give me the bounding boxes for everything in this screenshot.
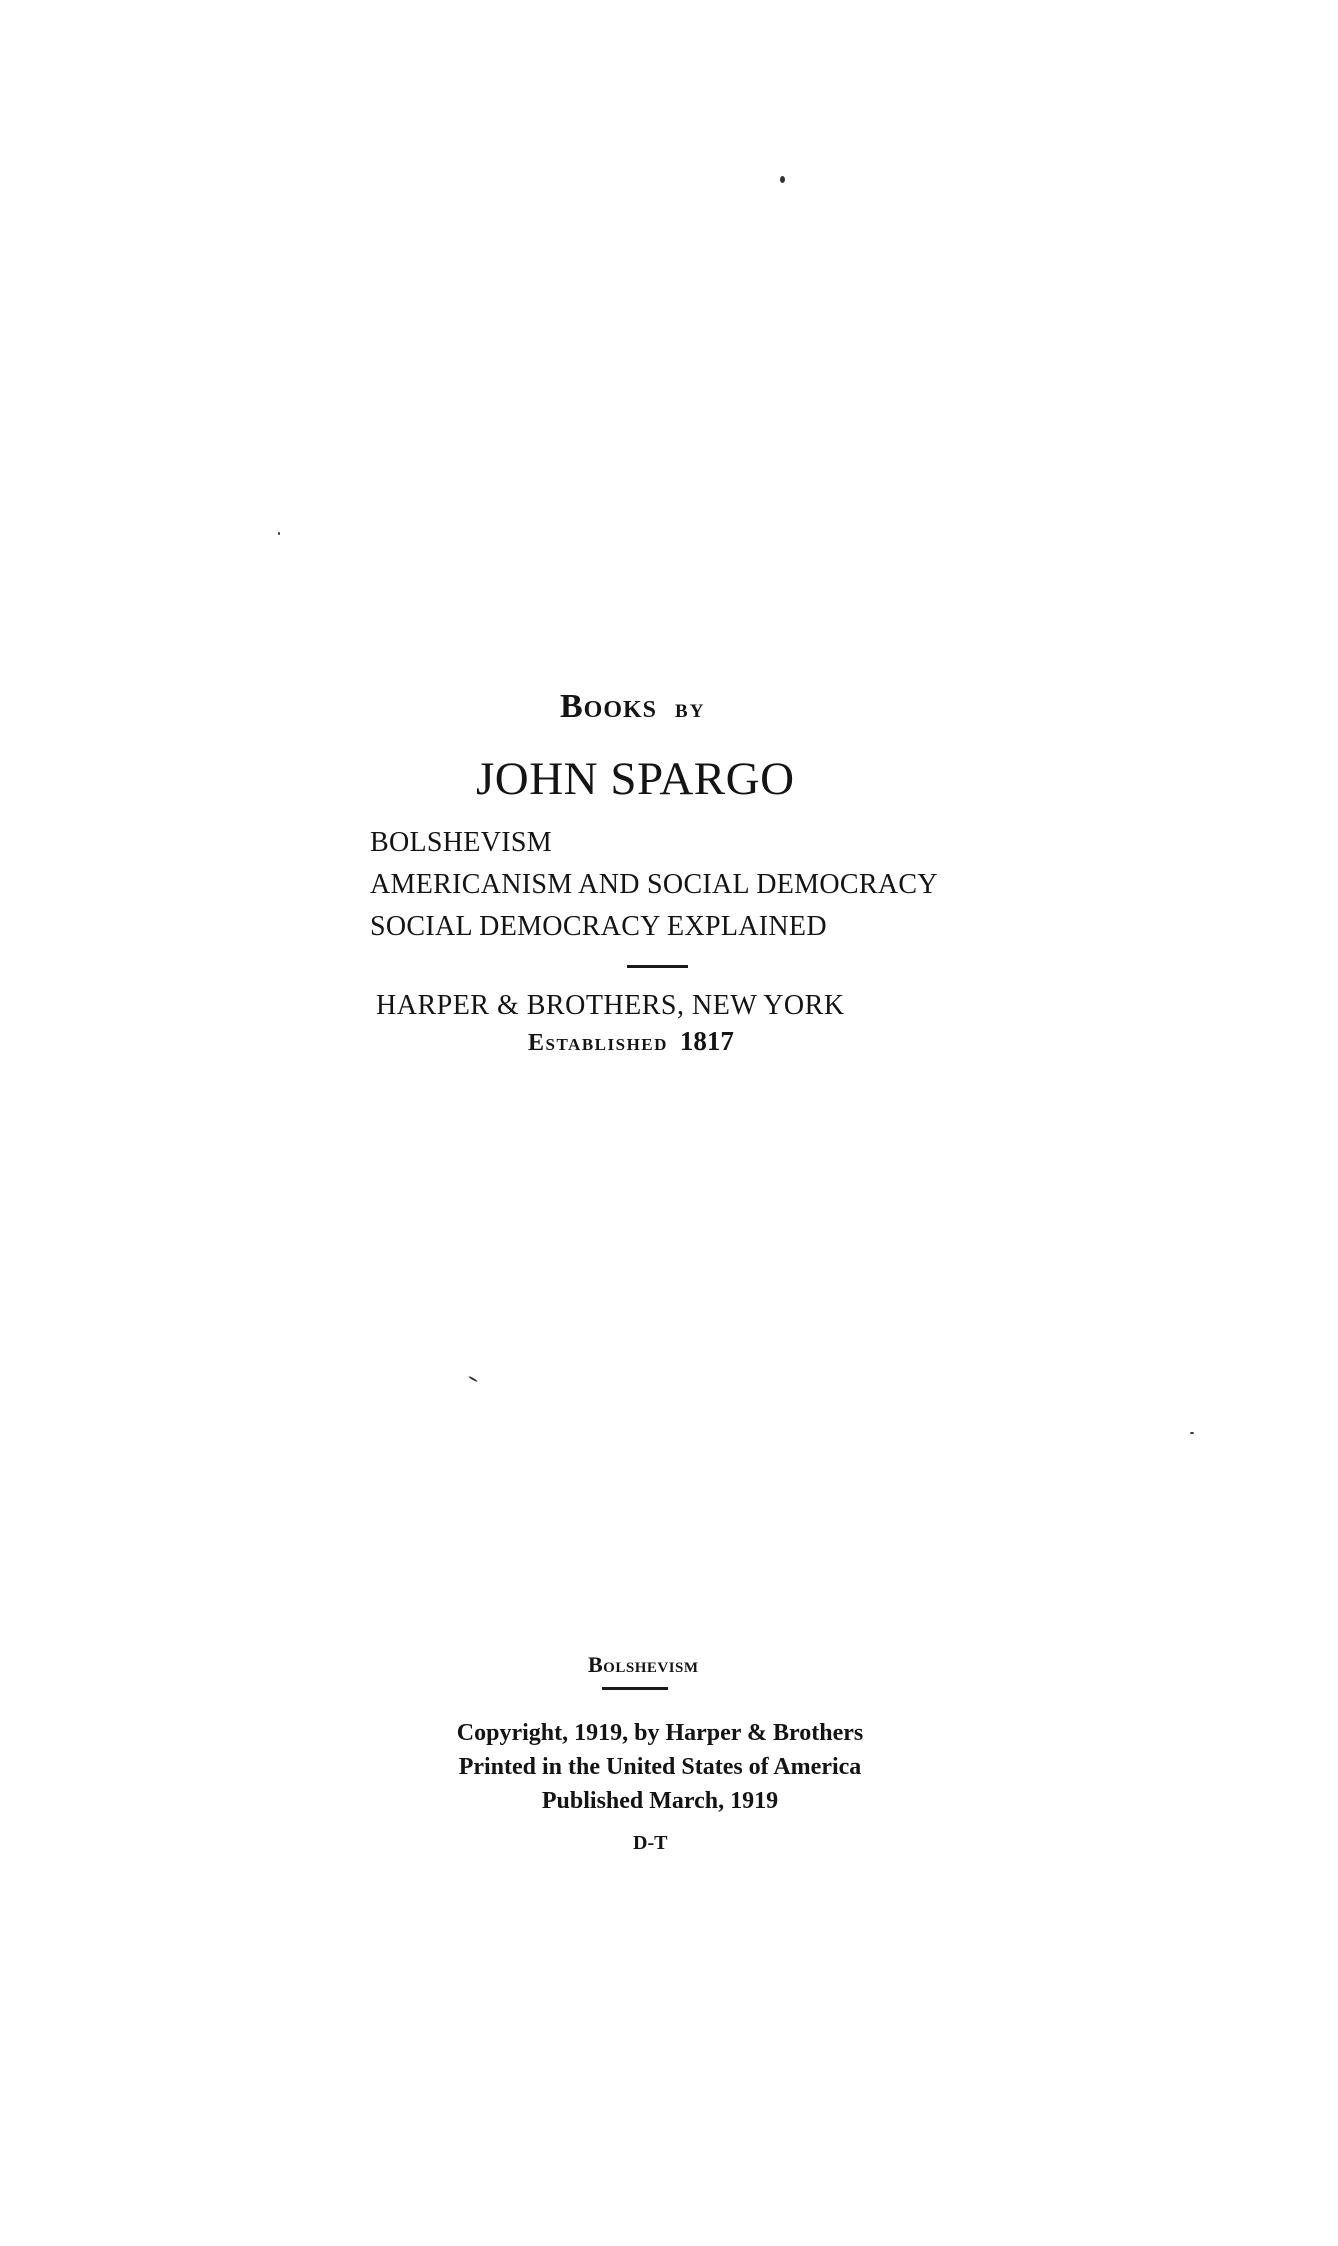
copyright-notice [420, 1716, 900, 1818]
divider [602, 1687, 668, 1690]
book-title: BOLSHEVISM [370, 827, 552, 858]
copyright-line: Copyright, 1919, by Harper & Brothers [456, 1720, 864, 1746]
divider [627, 965, 688, 968]
books-label: Books [560, 688, 658, 725]
established-year: 1817 [679, 1026, 734, 1056]
scan-speck [1190, 1432, 1194, 1434]
established-label: Established [528, 1030, 668, 1056]
published-line: Published March, 1919 [541, 1788, 779, 1814]
copyright-book-title: Bolshevism [588, 1652, 699, 1677]
publisher-name: HARPER & BROTHERS, NEW YORK [376, 990, 845, 1021]
scan-speck [780, 176, 785, 183]
book-list [370, 822, 938, 948]
book-title: SOCIAL DEMOCRACY EXPLAINED [370, 911, 827, 942]
books-by-heading [560, 688, 705, 726]
book-title: AMERICANISM AND SOCIAL DEMOCRACY [370, 869, 938, 900]
scan-speck [468, 1376, 478, 1383]
by-label: by [675, 693, 706, 723]
printer-code: D-T [633, 1832, 668, 1854]
author-name: JOHN SPARGO [476, 753, 795, 805]
scan-speck [278, 532, 280, 535]
publisher-established [528, 1026, 734, 1057]
printed-line: Printed in the United States of America [458, 1754, 862, 1780]
